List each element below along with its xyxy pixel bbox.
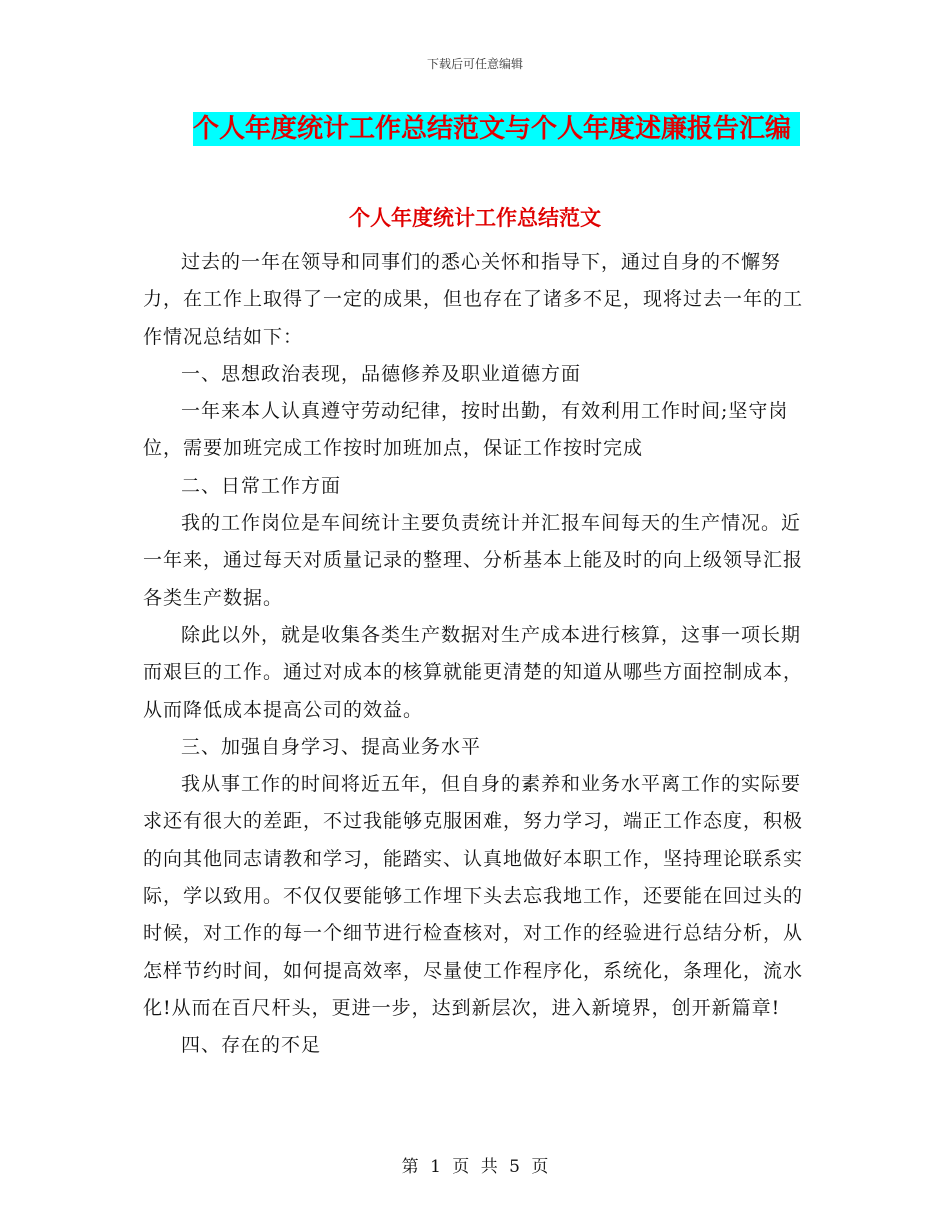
paragraph: 我从事工作的时间将近五年，但自身的素养和业务水平离工作的实际要求还有很大的差距，不过我能够克服困难，努力学习，端正工作态度，积极的向其他同志请教和学习，能踏实、认真地做好本职工作，坚持理论联系实际，学以致用。不仅仅要能够工作埋下头去忘我地工作，还要能在回过头的时候，对工作的每一个细节进行检查核对，对工作的经验进行总结分析，从怎样节约时间，如何提高效率，尽量使工作程序化，系统化，条理化，流水化!从而在百尺杆头，更进一步，达到新层次，进入新境界，创开新篇章!: [143, 773, 804, 1019]
section-heading-1: 一、思想政治表现，品德修养及职业道德方面: [181, 362, 582, 385]
sub-title: 个人年度统计工作总结范文: [349, 206, 601, 230]
main-title: 个人年度统计工作总结范文与个人年度述廉报告汇编: [193, 112, 800, 146]
paragraph: 我的工作岗位是车间统计主要负责统计并汇报车间每天的生产情况。近一年来，通过每天对质量记录的整理、分析基本上能及时的向上级领导汇报各类生产数据。: [143, 512, 804, 609]
section-heading-3: 三、加强自身学习、提高业务水平: [181, 735, 482, 758]
section-heading-4: 四、存在的不足: [181, 1034, 322, 1057]
header-note: 下载后可任意编辑: [426, 57, 523, 71]
document-body: [143, 244, 813, 1065]
page-footer: 第 1 页 共 5 页: [401, 1157, 549, 1177]
paragraph: 除此以外，就是收集各类生产数据对生产成本进行核算，这事一项长期而艰巨的工作。通过对成本的核算就能更清楚的知道从哪些方面控制成本，从而降低成本提高公司的效益。: [143, 623, 804, 721]
section-heading-2: 二、日常工作方面: [181, 474, 342, 497]
paragraph: 一年来本人认真遵守劳动纪律，按时出勤，有效利用工作时间;坚守岗位，需要加班完成工作按时加班加点，保证工作按时完成: [143, 400, 789, 460]
paragraph-intro: 过去的一年在领导和同事们的悉心关怀和指导下，通过自身的不懈努力，在工作上取得了一定的成果，但也存在了诸多不足，现将过去一年的工作情况总结如下：: [143, 251, 804, 348]
